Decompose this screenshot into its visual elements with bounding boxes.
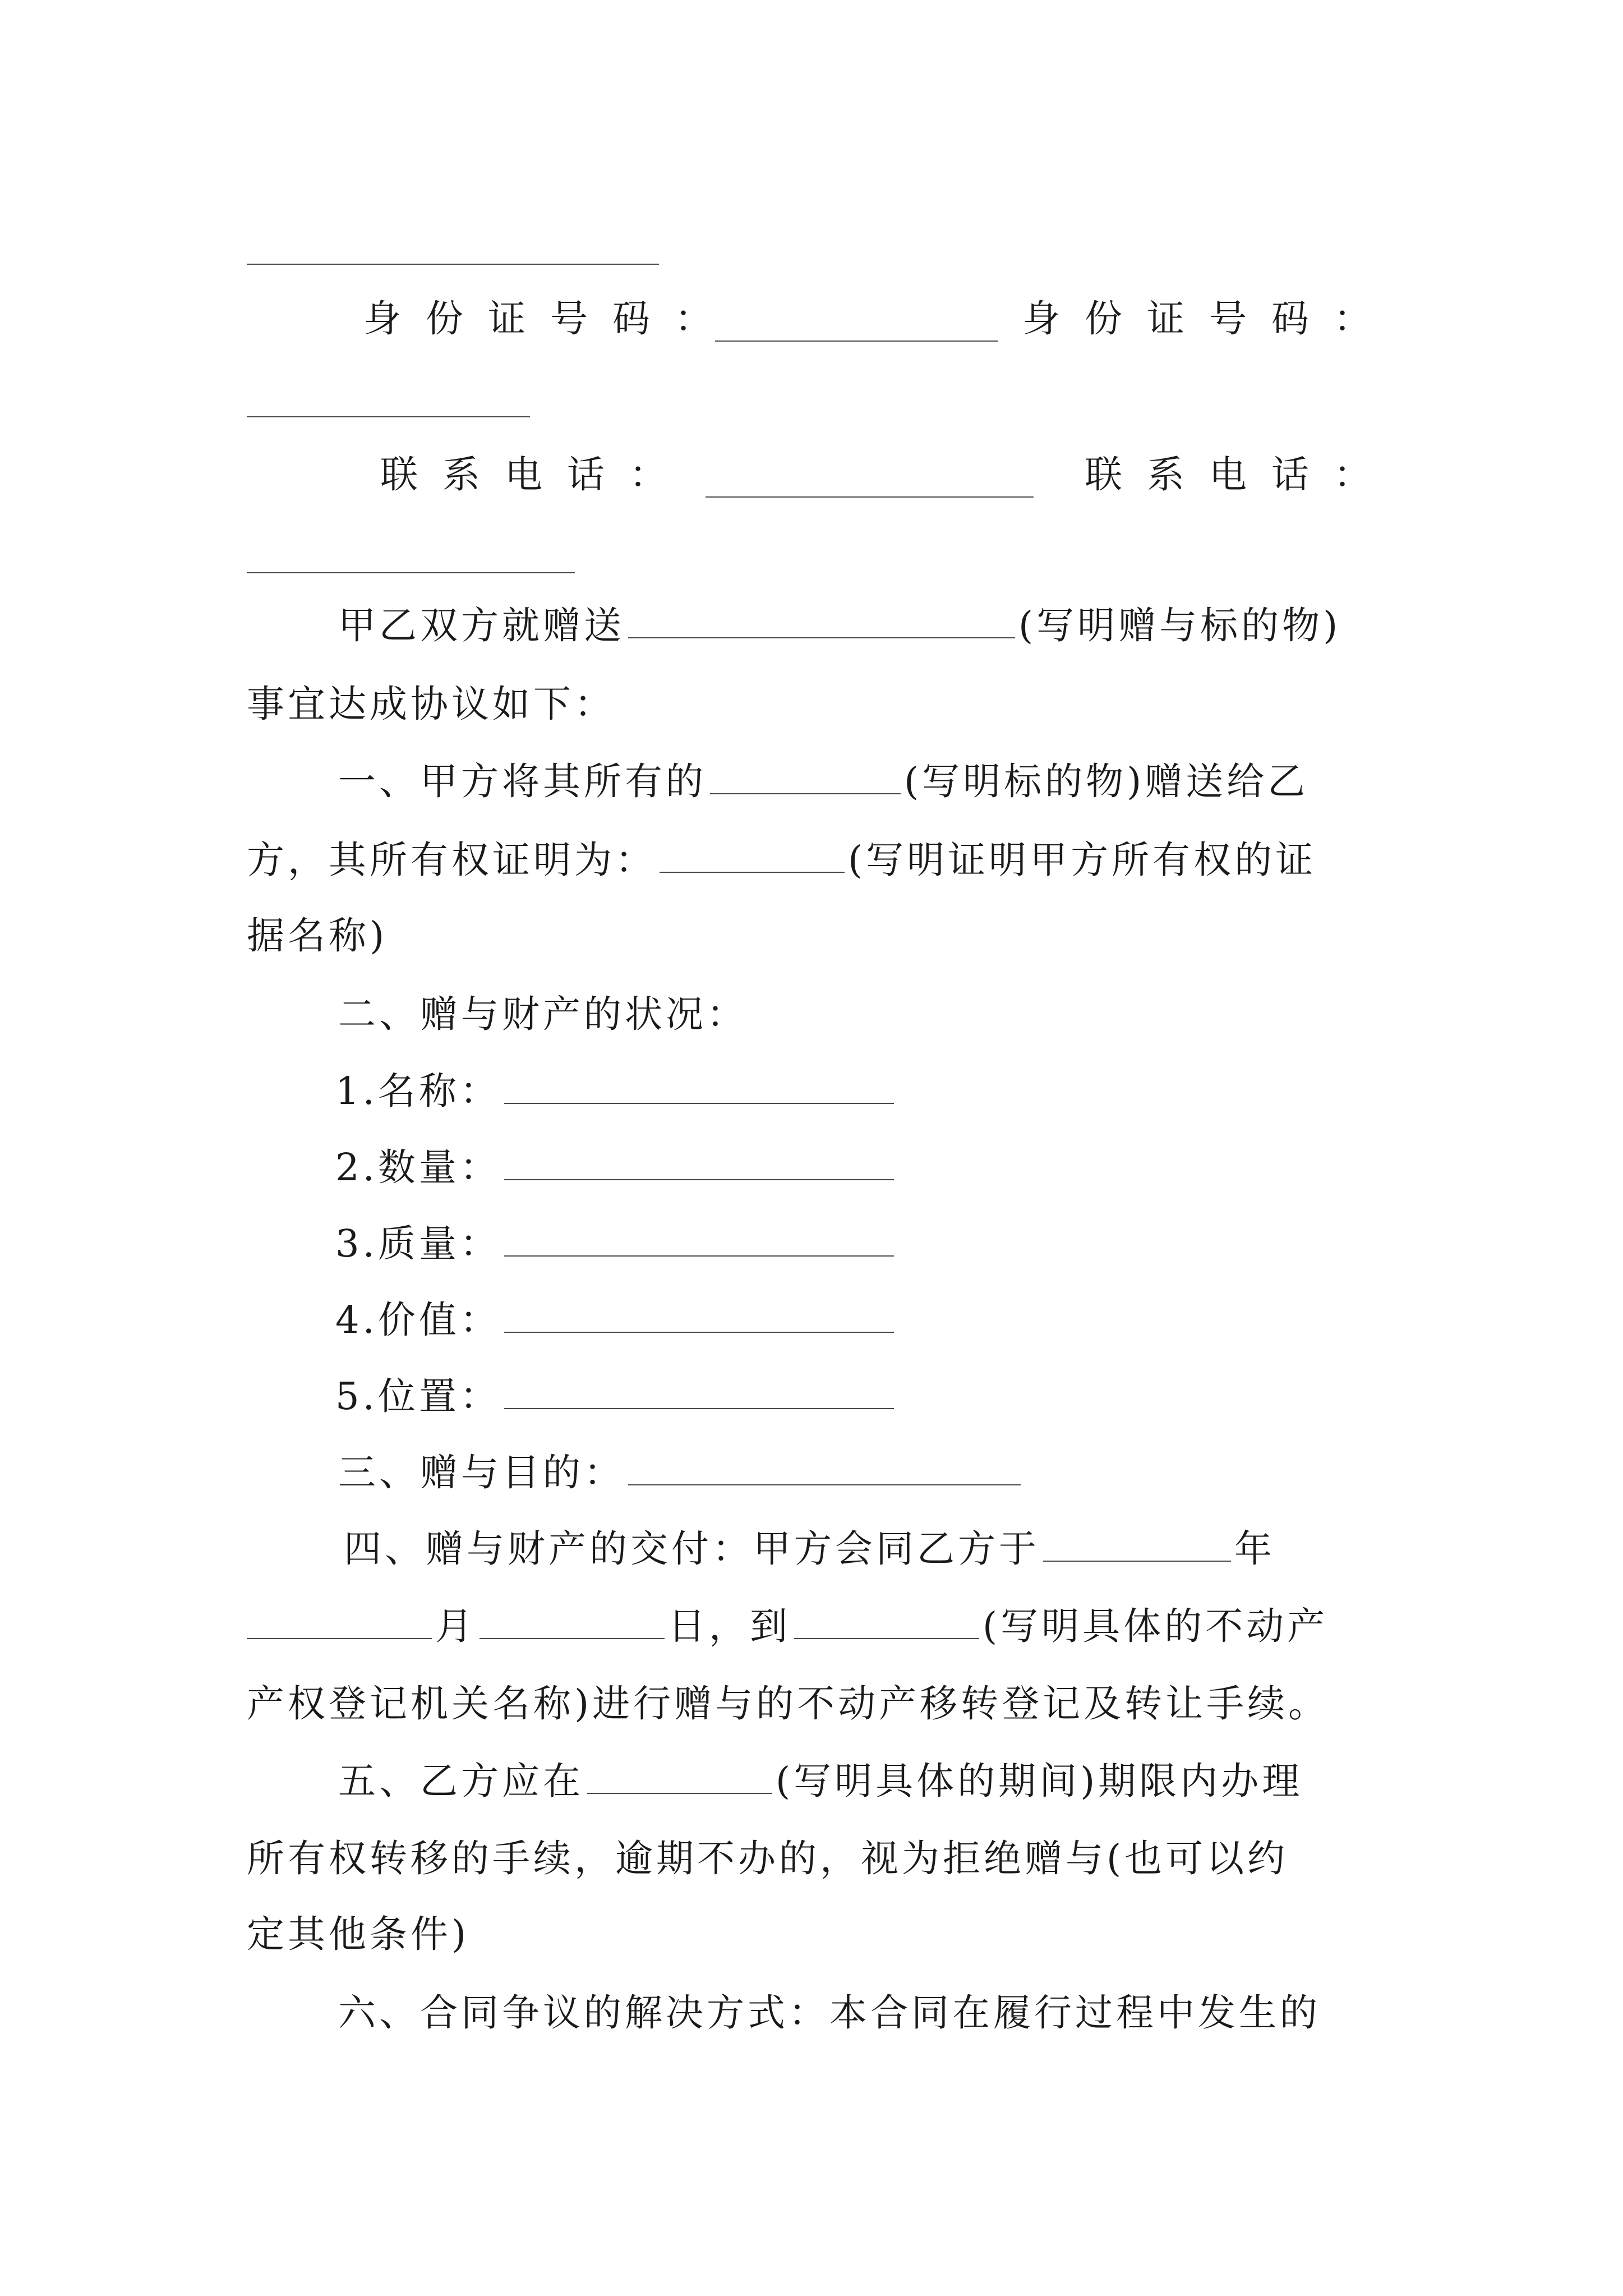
clause-5-line-1 — [338, 1759, 1303, 1803]
item-location-blank — [504, 1404, 894, 1409]
party-b-phone-label: 联系电话： — [1085, 453, 1396, 496]
item-quality-label: 3.质量： — [335, 1222, 501, 1266]
intro-line-2: 事宜达成协议如下： — [247, 682, 615, 726]
item-value-label: 4.价值： — [335, 1298, 501, 1342]
party-a-phone-label: 联系电话： — [380, 453, 691, 496]
clause-5-text-a: 五、乙方应在 — [338, 1759, 584, 1803]
item-name — [335, 1069, 897, 1113]
day-blank — [479, 1634, 665, 1639]
clause-5-line-3: 定其他条件) — [247, 1912, 470, 1956]
clause-4-year: 年 — [1234, 1527, 1275, 1571]
year-blank — [1043, 1556, 1231, 1562]
intro-text-b: (写明赠与标的物) — [1018, 604, 1341, 647]
registry-blank — [794, 1634, 979, 1639]
blank-line — [247, 264, 659, 265]
subject-blank — [710, 789, 901, 794]
item-quality — [335, 1222, 897, 1266]
clause-4-line-2 — [247, 1604, 1329, 1648]
party-a-phone-blank — [706, 496, 1034, 498]
intro-text-a: 甲乙双方就赠送 — [338, 604, 625, 647]
clause-1-text-b: (写明标的物)赠送给乙 — [904, 760, 1309, 803]
clause-1-line-3: 据名称) — [247, 914, 388, 958]
clause-6-line-1: 六、合同争议的解决方式：本合同在履行过程中发生的 — [338, 1991, 1321, 2035]
item-quantity-label: 2.数量： — [335, 1145, 501, 1189]
party-b-id-blank — [247, 416, 530, 417]
party-b-phone-blank — [247, 572, 575, 573]
period-blank — [587, 1788, 772, 1794]
month-blank — [247, 1634, 432, 1639]
clause-1-text-d: (写明证明甲方所有权的证 — [848, 838, 1317, 882]
gift-purpose-blank — [628, 1480, 1021, 1485]
item-value-blank — [504, 1327, 894, 1333]
clause-4-line-1 — [344, 1527, 1275, 1571]
clause-5-line-2: 所有权转移的手续，逾期不办的，视为拒绝赠与(也可以约 — [247, 1837, 1289, 1880]
clause-3-label: 三、赠与目的： — [338, 1451, 625, 1494]
clause-4-text-b: (写明具体的不动产 — [983, 1604, 1329, 1648]
item-location-label: 5.位置： — [335, 1374, 501, 1418]
item-location — [335, 1374, 897, 1418]
clause-1-line-2 — [247, 838, 1317, 882]
clause-5-text-b: (写明具体的期间)期限内办理 — [776, 1759, 1303, 1803]
clause-2-heading: 二、赠与财产的状况： — [338, 992, 748, 1036]
clause-4-text-a: 四、赠与财产的交付：甲方会同乙方于 — [344, 1527, 1040, 1571]
clause-4-day: 日，到 — [668, 1604, 791, 1648]
clause-4-month: 月 — [435, 1604, 476, 1648]
item-name-blank — [504, 1098, 894, 1104]
clause-1-text-a: 一、甲方将其所有的 — [338, 760, 707, 803]
clause-4-line-3: 产权登记机关名称)进行赠与的不动产移转登记及转让手续。 — [247, 1682, 1330, 1726]
item-name-label: 1.名称： — [335, 1069, 501, 1113]
clause-1-text-c: 方，其所有权证明为： — [247, 838, 656, 882]
gift-subject-blank — [628, 633, 1015, 638]
item-quantity-blank — [504, 1175, 894, 1180]
intro-line-1 — [338, 604, 1341, 647]
item-quality-blank — [504, 1251, 894, 1257]
party-b-id-label: 身份证号码： — [1022, 297, 1396, 341]
item-quantity — [335, 1145, 897, 1189]
party-a-id-label: 身份证号码： — [363, 297, 737, 341]
party-a-id-blank — [715, 341, 998, 342]
clause-3 — [338, 1451, 1024, 1494]
clause-1-line-1 — [338, 760, 1309, 803]
item-value — [335, 1298, 897, 1342]
ownership-proof-blank — [660, 867, 845, 873]
